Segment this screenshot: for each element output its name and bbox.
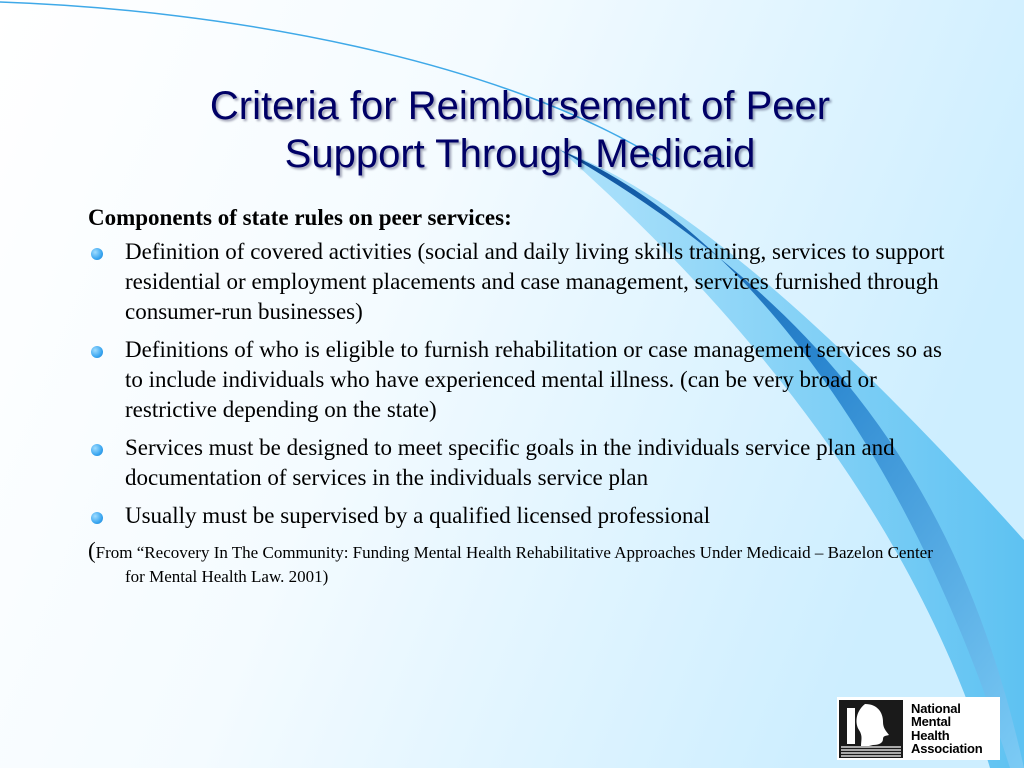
section-heading: Components of state rules on peer services: [88,205,512,230]
bullet-text: Services must be designed to meet specific goals in the individuals service plan and documentation of services in the individuals service plan [125,435,895,490]
logo-line: Association [911,741,983,756]
bullet-dot-icon [91,248,103,260]
citation [88,539,948,589]
logo-line: Health [911,727,950,743]
bullet-dot-icon [91,346,103,358]
bullet-item [88,237,948,327]
nmha-profile-icon [839,700,903,758]
logo-line: Mental [911,714,951,729]
citation-text: From “Recovery In The Community: Funding Mental Health Rehabilitative Approaches Under Medicaid – Bazelon Center for Mental Health Law. 2001) [95,543,933,586]
bullet-item [88,335,948,425]
bullet-text: Usually must be supervised by a qualified licensed professional [125,503,711,528]
nmha-logo [837,697,1000,760]
slide-title [90,82,950,178]
title-line-2: Support Through Medicaid [284,132,756,176]
bullet-list [88,237,948,531]
bullet-dot-icon [91,444,103,456]
bullet-item [88,501,948,531]
logo-line: National [911,700,961,716]
logo-text [911,702,982,756]
bullet-text: Definitions of who is eligible to furnish rehabilitation or case management services so as to include individuals who have experienced mental illness. (can be very broad or restrictive depending on the state) [125,337,942,422]
bullet-dot-icon [91,512,103,524]
citation-paren: ( [88,538,96,563]
bullet-item [88,433,948,493]
bullet-text: Definition of covered activities (social and daily living skills training, services to support residential or employment placements and case management, services furnished through consumer-run businesses) [125,239,945,324]
title-line-1: Criteria for Reimbursement of Peer [209,84,831,128]
slide-body [88,203,948,589]
